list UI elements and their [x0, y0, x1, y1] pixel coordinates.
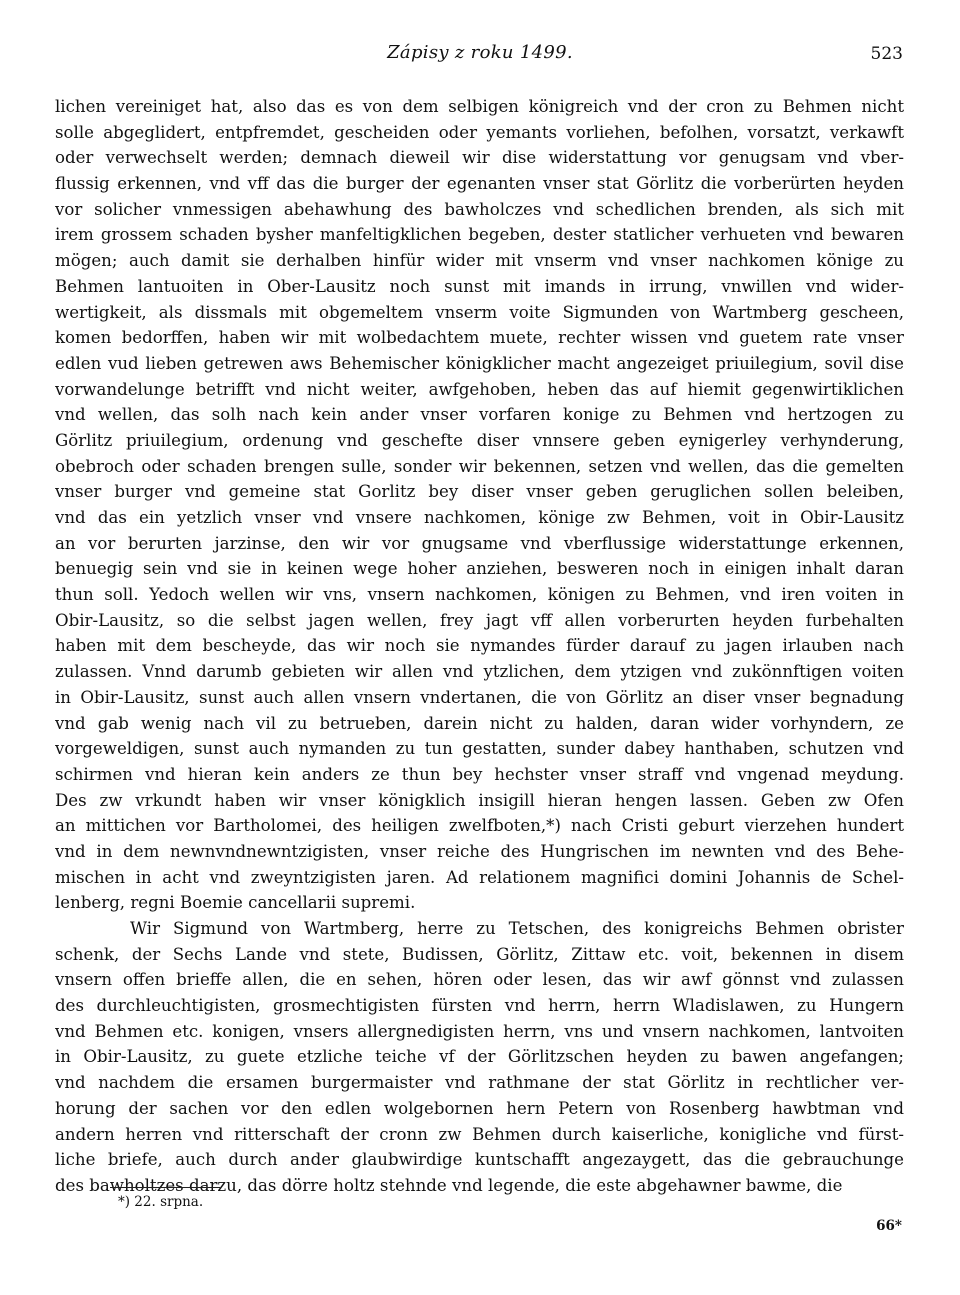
- text-line: vnd wellen, das solh nach kein ander vnser vorfaren konige zu Behmen vnd hertzogen zu: [55, 405, 904, 425]
- text-line: irem grossem schaden bysher manfeltigklichen begeben, dester statlicher verhueten vnd bewaren: [55, 225, 904, 245]
- text-line: obebroch oder schaden brengen sulle, sonder wir bekennen, setzen vnd wellen, das die gemelten: [55, 456, 904, 476]
- text-line: solle abgeglidert, entpfremdet, gescheiden oder yemants vorliehen, befolhen, vorsatzt, verkawft: [55, 122, 904, 142]
- text-line: mögen; auch damit sie derhalben hinfür wider mit vnserm vnd vnser nachkomen könige zu: [55, 251, 904, 271]
- text-line: flussig erkennen, vnd vff das die burger der egenanten vnser stat Görlitz die vorberürten heyden: [55, 174, 904, 194]
- page-number: 523: [870, 44, 903, 64]
- text-line: Des zw vrkundt haben wir vnser königklich insigill hieran hengen lassen. Geben zw Ofen: [55, 790, 904, 810]
- footnote: *) 22. srpna.: [118, 1194, 204, 1210]
- text-line: in Obir-Lausitz, sunst auch allen vnsern vndertanen, die von Görlitz an diser vnser begnadung: [55, 687, 904, 707]
- text-line: andern herren vnd ritterschaft der cronn zw Behmen durch kaiserliche, konigliche vnd fürst-: [55, 1124, 904, 1144]
- text-line: schirmen vnd hieran kein anders ze thun bey hechster vnser straff vnd vngenad meydung.: [55, 764, 904, 784]
- text-line: vnd Behmen etc. konigen, vnsers allergnedigisten herrn, vns und vnsern nachkomen, lantvoiten: [55, 1021, 904, 1041]
- text-line: Wir Sigmund von Wartmberg, herre zu Tetschen, des konigreichs Behmen obrister: [130, 919, 904, 938]
- text-line: an vor berurten jarzinse, den wir vor gnugsame vnd vberflussige widerstattunge erkennen,: [55, 533, 904, 553]
- text-line: horung der sachen vor den edlen wolgebornen hern Petern von Rosenberg hawbtman vnd: [55, 1098, 904, 1118]
- text-line: vorgeweldigen, sunst auch nymanden zu tun gestatten, sunder dabey hanthaben, schutzen vnd: [55, 739, 904, 759]
- text-line: Görlitz priuilegium, ordenung vnd geschefte diser vnnsere geben eynigerley verhynderung,: [55, 430, 904, 450]
- text-line: wertigkeit, als dissmals mit obgemeltem vnserm voite Sigmunden von Wartmberg gescheen,: [55, 302, 904, 322]
- page-header: [0, 40, 960, 70]
- text-line: oder verwechselt werden; demnach dieweil wir dise widerstattung vor genugsam vnd vber-: [55, 148, 904, 168]
- text-line: Behmen lantuoiten in Ober-Lausitz noch sunst mit imands in irrung, vnwillen vnd wider-: [55, 276, 904, 296]
- text-line: vnsern offen brieffe allen, die en sehen, hören oder lesen, das wir awf gönnst vnd zulassen: [55, 970, 904, 990]
- text-line: thun soll. Yedoch wellen wir vns, vnsern nachkomen, königen zu Behmen, vnd iren voiten in: [55, 585, 904, 605]
- running-title: Zápisy z roku 1499.: [387, 42, 573, 63]
- text-line: edlen vud lieben getrewen aws Behemischer königklicher macht angezeiget priuilegium, sovil dise: [55, 353, 904, 373]
- text-line: des bawholtzes darzu, das dörre holtz stehnde vnd legende, die este abgehawner bawme, die: [55, 1175, 843, 1195]
- text-line: schenk, der Sechs Lande vnd stete, Budissen, Görlitz, Zittaw etc. voit, bekennen in disem: [55, 944, 904, 964]
- text-line: vnd gab wenig nach vil zu betrueben, darein nicht zu halden, daran wider vorhyndern, ze: [55, 713, 904, 733]
- text-line: Obir-Lausitz, so die selbst jagen wellen, frey jagt vff allen vorberurten heyden furbehalten: [55, 610, 904, 630]
- text-line: in Obir-Lausitz, zu guete etzliche teiche vf der Görlitzschen heyden zu bawen angefangen;: [55, 1047, 904, 1067]
- text-line: des durchleuchtigisten, grosmechtigisten fürsten vnd herrn, herrn Wladislawen, zu Hungern: [55, 996, 904, 1016]
- text-line: lichen vereiniget hat, also das es von dem selbigen königreich vnd der cron zu Behmen nicht: [55, 97, 904, 116]
- text-line: vnd nachdem die ersamen burgermaister vnd rathmane der stat Görlitz in rechtlicher ver-: [55, 1073, 904, 1093]
- text-line: vnser burger vnd gemeine stat Gorlitz bey diser vnser geben geruglichen sollen beleiben,: [55, 482, 904, 502]
- body-text: [55, 94, 904, 1199]
- text-line: mischen in acht vnd zweyntzigisten jaren. Ad relationem magnifici domini Johannis de Schel-: [55, 867, 904, 887]
- text-line: zulassen. Vnnd darumb gebieten wir allen vnd ytzlichen, dem ytzigen vnd zukönnftigen voiten: [55, 662, 904, 682]
- signature-mark: 66*: [876, 1218, 902, 1234]
- footnote-divider: [110, 1187, 220, 1188]
- text-line: haben mit dem bescheyde, das wir noch sie nymandes fürder darauf zu jagen irlauben nach: [55, 636, 904, 656]
- text-line: liche briefe, auch durch ander glaubwirdige kuntschafft angezaygett, das die gebrauchunge: [55, 1150, 904, 1170]
- text-line: an mittichen vor Bartholomei, des heiligen zwelfboten,*) nach Cristi geburt vierzehen hundert: [55, 816, 904, 836]
- text-line: vnd das ein yetzlich vnser vnd vnsere nachkomen, könige zw Behmen, voit in Obir-Lausitz: [55, 508, 904, 527]
- text-line: vnd in dem newnvndnewntzigisten, vnser reiche des Hungrischen im newnten vnd des Behe-: [55, 841, 904, 861]
- text-line: vorwandelunge betrifft vnd nicht weiter, awfgehoben, heben das auf hiemit gegenwirtiklichen: [55, 379, 904, 399]
- text-line: komen bedorffen, haben wir mit wolbedachtem muete, rechter wissen vnd guetem rate vnser: [55, 328, 904, 348]
- text-line: lenberg, regni Boemie cancellarii supremi.: [55, 893, 416, 913]
- text-line: benuegig sein vnd sie in keinen wege hoher anziehen, besweren noch in einigen inhalt daran: [55, 559, 904, 579]
- text-line: vor solicher vnmessigen abehawhung des bawholczes vnd schedlichen brenden, als sich mit: [55, 199, 904, 219]
